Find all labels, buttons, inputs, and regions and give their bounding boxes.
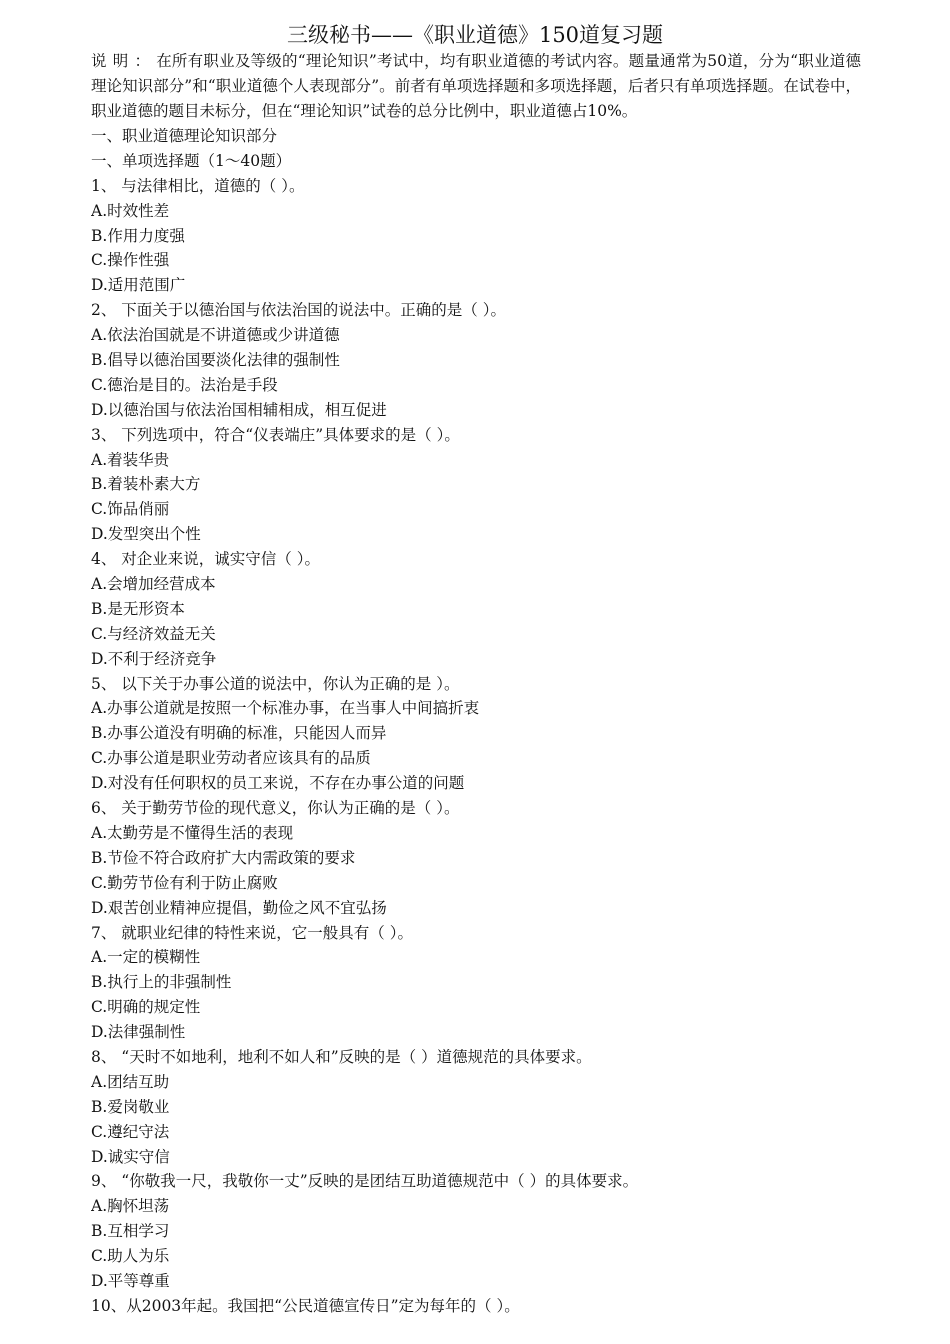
answer-option: B.着装朴素大方 [91,475,201,494]
answer-option: D.以德治国与依法治国相辅相成，相互促进 [91,400,387,419]
section-heading: 一、职业道德理论知识部分 [91,127,278,145]
intro-paragraph [91,49,861,124]
answer-option: B.办事公道没有明确的标准，只能因人而异 [91,724,387,743]
answer-option: C.遵纪守法 [91,1122,170,1141]
answer-option: D.法律强制性 [91,1023,186,1042]
question-stem: 9、 “你敬我一尺，我敬你一丈”反映的是团结互助道德规范中（ ）的具体要求。 [91,1172,639,1191]
answer-option: C.德治是目的。法治是手段 [91,375,278,394]
answer-option: C.操作性强 [91,251,170,270]
answer-option: D.不利于经济竞争 [91,649,217,668]
question-stem: 8、 “天时不如地利，地利不如人和”反映的是（ ）道德规范的具体要求。 [91,1047,592,1066]
subsection-heading: 一、单项选择题（1～40题） [91,151,292,170]
answer-option: C.饰品俏丽 [91,500,170,519]
answer-option: A.团结互助 [91,1072,170,1091]
answer-option: B.爱岗敬业 [91,1097,170,1116]
document-title: 三级秘书——《职业道德》150道复习题 [286,23,664,47]
answer-option: A.办事公道就是按照一个标准办事，在当事人中间搞折衷 [91,699,480,718]
question-stem: 4、 对企业来说，诚实守信（ ）。 [91,550,320,569]
answer-option: D.平等尊重 [91,1271,170,1290]
answer-option: B.作用力度强 [91,226,185,245]
answer-option: A.胸怀坦荡 [91,1197,170,1216]
answer-option: C.勤劳节俭有利于防止腐败 [91,873,278,892]
intro-text: 在所有职业及等级的“理论知识”考试中，均有职业道德的考试内容。题量通常为50道，分为“职业道德理论知识部分”和“职业道德个人表现部分”。前者有单项选择题和多项选择题，后者只有单项选择题。在试卷中，职业道德的题目未标分，但在“理论知识”试卷的总分比例中，职业道德占10%。 [91,52,861,120]
answer-option: B.互相学习 [91,1222,170,1241]
question-stem: 7、 就职业纪律的特性来说，它一般具有（ ）。 [91,923,413,942]
question-stem: 2、 下面关于以德治国与依法治国的说法中。正确的是（ ）。 [91,301,506,320]
answer-option: D.诚实守信 [91,1147,170,1166]
answer-option: A.会增加经营成本 [91,575,216,594]
answer-option: D.艰苦创业精神应提倡，勤俭之风不宜弘扬 [91,898,387,917]
answer-option: A.着装华贵 [91,450,170,469]
answer-option: D.发型突出个性 [91,525,201,544]
answer-option: C.与经济效益无关 [91,624,216,643]
question-stem: 5、 以下关于办事公道的说法中，你认为正确的是 ）。 [91,674,460,693]
question-stem: 10、从2003年起。我国把“公民道德宣传日”定为每年的（ ）。 [91,1296,520,1315]
answer-option: C.明确的规定性 [91,998,201,1017]
answer-option: C.办事公道是职业劳动者应该具有的品质 [91,749,371,768]
answer-option: A.时效性差 [91,201,170,220]
answer-option: B.执行上的非强制性 [91,973,232,992]
answer-option: A.一定的模糊性 [91,948,201,967]
answer-option: D.适用范围广 [91,276,186,295]
answer-option: D.对没有任何职权的员工来说，不存在办事公道的问题 [91,774,465,793]
question-list [91,124,871,1319]
answer-option: A.依法治国就是不讲道德或少讲道德 [91,326,340,345]
question-stem: 3、 下列选项中，符合“仪表端庄”具体要求的是（ ）。 [91,425,460,444]
answer-option: B.是无形资本 [91,599,185,618]
answer-option: B.节俭不符合政府扩大内需政策的要求 [91,848,356,867]
answer-option: B.倡导以德治国要淡化法律的强制性 [91,351,340,370]
intro-lead: 说明： [91,52,157,70]
answer-option: C.助人为乐 [91,1247,170,1266]
answer-option: A.太勤劳是不懂得生活的表现 [91,823,294,842]
question-stem: 6、 关于勤劳节俭的现代意义，你认为正确的是（ ）。 [91,799,460,818]
question-stem: 1、 与法律相比，道德的（ ）。 [91,176,305,195]
